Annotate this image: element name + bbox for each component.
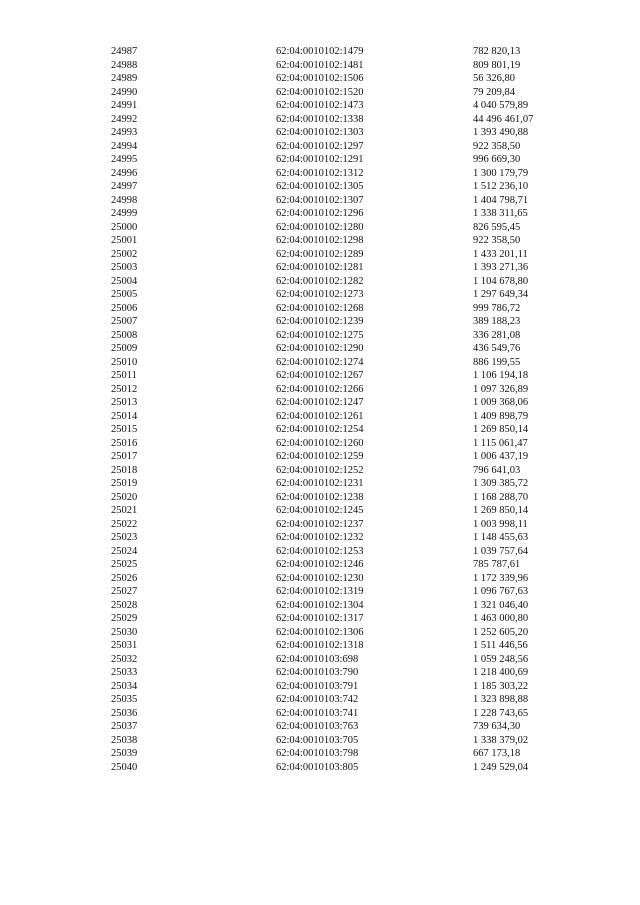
row-number: 25014	[111, 410, 138, 422]
row-number: 24992	[111, 113, 138, 125]
table-row	[111, 207, 551, 221]
cadastral-value: 796 641,03	[473, 464, 521, 476]
row-number: 25017	[111, 451, 138, 462]
table-row	[111, 572, 551, 586]
cadastral-number: 62:04:0010103:798	[276, 748, 359, 759]
row-number: 25038	[111, 734, 138, 746]
cadastral-value: 1 512 236,10	[473, 181, 529, 192]
cadastral-number: 62:04:0010102:1280	[276, 221, 364, 233]
table-row	[111, 653, 551, 667]
row-number: 25015	[111, 424, 138, 435]
table-row	[111, 693, 551, 707]
table-row	[111, 464, 551, 478]
cadastral-value: 809 801,19	[473, 59, 521, 71]
cadastral-value: 1 433 201,11	[473, 248, 528, 260]
row-number: 25037	[111, 721, 138, 732]
cadastral-number: 62:04:0010102:1246	[276, 559, 364, 570]
row-number: 25036	[111, 707, 138, 719]
cadastral-value: 1 168 288,70	[473, 491, 529, 503]
cadastral-value: 1 006 437,19	[473, 451, 529, 462]
table-row	[111, 707, 551, 721]
cadastral-number: 62:04:0010102:1290	[276, 343, 364, 354]
table-row	[111, 504, 551, 518]
cadastral-value: 922 358,50	[473, 140, 521, 152]
cadastral-value: 1 106 194,18	[473, 370, 529, 381]
cadastral-value: 922 358,50	[473, 235, 521, 246]
table-row	[111, 180, 551, 194]
cadastral-value-table	[111, 45, 551, 774]
table-row	[111, 126, 551, 140]
cadastral-value: 1 511 446,56	[473, 640, 528, 651]
table-row	[111, 423, 551, 437]
row-number: 25020	[111, 491, 138, 503]
row-number: 25010	[111, 356, 138, 368]
cadastral-number: 62:04:0010102:1281	[276, 262, 364, 273]
row-number: 25012	[111, 383, 138, 395]
table-row	[111, 734, 551, 748]
row-number: 24990	[111, 86, 138, 98]
cadastral-number: 62:04:0010102:1479	[276, 46, 364, 57]
table-row	[111, 329, 551, 343]
table-row	[111, 167, 551, 181]
row-number: 25039	[111, 748, 138, 759]
cadastral-number: 62:04:0010102:1231	[276, 478, 364, 489]
row-number: 25005	[111, 289, 138, 300]
table-row	[111, 140, 551, 154]
row-number: 25028	[111, 599, 138, 611]
row-number: 25033	[111, 667, 138, 678]
table-row	[111, 99, 551, 113]
cadastral-value: 1 172 339,96	[473, 572, 529, 584]
cadastral-number: 62:04:0010102:1319	[276, 586, 364, 597]
row-number: 25035	[111, 694, 138, 705]
cadastral-number: 62:04:0010102:1268	[276, 302, 364, 314]
table-row	[111, 356, 551, 370]
cadastral-value: 667 173,18	[473, 748, 521, 759]
cadastral-value: 785 787,61	[473, 559, 521, 570]
cadastral-number: 62:04:0010102:1306	[276, 626, 364, 638]
cadastral-number: 62:04:0010102:1291	[276, 154, 364, 165]
cadastral-number: 62:04:0010102:1245	[276, 505, 364, 516]
table-row	[111, 369, 551, 383]
row-number: 24989	[111, 73, 138, 84]
cadastral-number: 62:04:0010102:1303	[276, 127, 364, 138]
cadastral-number: 62:04:0010102:1237	[276, 518, 364, 530]
row-number: 25016	[111, 437, 138, 449]
cadastral-value: 1 300 179,79	[473, 167, 529, 179]
row-number: 25026	[111, 572, 138, 584]
table-row	[111, 275, 551, 289]
cadastral-number: 62:04:0010103:705	[276, 734, 359, 746]
table-row	[111, 639, 551, 653]
cadastral-value: 1 059 248,56	[473, 653, 529, 665]
cadastral-value: 1 409 898,79	[473, 410, 529, 422]
table-row	[111, 302, 551, 316]
cadastral-value: 1 404 798,71	[473, 194, 529, 206]
cadastral-number: 62:04:0010103:698	[276, 653, 359, 665]
cadastral-value: 1 097 326,89	[473, 383, 529, 395]
table-row	[111, 221, 551, 235]
cadastral-number: 62:04:0010102:1318	[276, 640, 364, 651]
cadastral-number: 62:04:0010102:1238	[276, 491, 364, 503]
cadastral-value: 1 009 368,06	[473, 397, 529, 408]
table-row	[111, 234, 551, 248]
table-row	[111, 153, 551, 167]
row-number: 25006	[111, 302, 138, 314]
cadastral-number: 62:04:0010102:1307	[276, 194, 364, 206]
cadastral-number: 62:04:0010102:1252	[276, 464, 364, 476]
row-number: 24998	[111, 194, 138, 206]
cadastral-number: 62:04:0010102:1481	[276, 59, 364, 71]
table-row	[111, 248, 551, 262]
cadastral-value: 1 096 767,63	[473, 586, 529, 597]
row-number: 25000	[111, 221, 138, 233]
row-number: 25023	[111, 532, 138, 543]
cadastral-number: 62:04:0010102:1296	[276, 208, 364, 219]
row-number: 25027	[111, 586, 138, 597]
table-row	[111, 761, 551, 775]
cadastral-number: 62:04:0010102:1232	[276, 532, 364, 543]
cadastral-number: 62:04:0010102:1254	[276, 424, 364, 435]
table-row	[111, 396, 551, 410]
table-row	[111, 545, 551, 559]
cadastral-value: 1 115 061,47	[473, 437, 528, 449]
cadastral-number: 62:04:0010102:1282	[276, 275, 364, 287]
cadastral-number: 62:04:0010102:1473	[276, 100, 364, 111]
table-row	[111, 86, 551, 100]
table-row	[111, 194, 551, 208]
cadastral-value: 1 269 850,14	[473, 424, 529, 435]
cadastral-value: 1 185 303,22	[473, 680, 529, 692]
cadastral-value: 1 463 000,80	[473, 613, 529, 624]
cadastral-value: 336 281,08	[473, 329, 521, 341]
cadastral-value: 44 496 461,07	[473, 113, 534, 125]
cadastral-value: 1 393 271,36	[473, 262, 529, 273]
row-number: 25030	[111, 626, 138, 638]
cadastral-number: 62:04:0010103:790	[276, 667, 359, 678]
cadastral-value: 1 393 490,88	[473, 127, 529, 138]
cadastral-value: 56 326,80	[473, 73, 515, 84]
cadastral-number: 62:04:0010102:1317	[276, 613, 364, 624]
table-row	[111, 599, 551, 613]
row-number: 24996	[111, 167, 138, 179]
cadastral-value: 1 104 678,80	[473, 275, 529, 287]
cadastral-value: 4 040 579,89	[473, 100, 529, 111]
row-number: 24994	[111, 140, 138, 152]
cadastral-value: 436 549,76	[473, 343, 521, 354]
cadastral-number: 62:04:0010102:1275	[276, 329, 364, 341]
table-row	[111, 261, 551, 275]
cadastral-number: 62:04:0010102:1247	[276, 397, 364, 408]
row-number: 25004	[111, 275, 138, 287]
cadastral-number: 62:04:0010102:1274	[276, 356, 364, 368]
cadastral-value: 1 252 605,20	[473, 626, 529, 638]
cadastral-number: 62:04:0010102:1260	[276, 437, 364, 449]
cadastral-value: 1 321 046,40	[473, 599, 529, 611]
cadastral-number: 62:04:0010102:1304	[276, 599, 364, 611]
row-number: 25025	[111, 559, 138, 570]
cadastral-number: 62:04:0010102:1266	[276, 383, 364, 395]
cadastral-value: 1 338 379,02	[473, 734, 529, 746]
table-row	[111, 666, 551, 680]
cadastral-value: 886 199,55	[473, 356, 521, 368]
cadastral-value: 999 786,72	[473, 302, 521, 314]
cadastral-number: 62:04:0010102:1298	[276, 235, 364, 246]
cadastral-number: 62:04:0010102:1259	[276, 451, 364, 462]
cadastral-value: 1 039 757,64	[473, 545, 529, 557]
cadastral-number: 62:04:0010102:1297	[276, 140, 364, 152]
cadastral-number: 62:04:0010102:1253	[276, 545, 364, 557]
cadastral-number: 62:04:0010102:1273	[276, 289, 364, 300]
table-row	[111, 342, 551, 356]
table-row	[111, 558, 551, 572]
cadastral-number: 62:04:0010103:742	[276, 694, 359, 705]
table-row	[111, 491, 551, 505]
row-number: 24997	[111, 181, 138, 192]
cadastral-value: 1 228 743,65	[473, 707, 529, 719]
row-number: 25008	[111, 329, 138, 341]
row-number: 25013	[111, 397, 138, 408]
table-row	[111, 315, 551, 329]
row-number: 24993	[111, 127, 138, 138]
cadastral-value: 782 820,13	[473, 46, 521, 57]
cadastral-value: 1 249 529,04	[473, 761, 529, 773]
row-number: 25031	[111, 640, 138, 651]
cadastral-number: 62:04:0010102:1267	[276, 370, 364, 381]
cadastral-value: 996 669,30	[473, 154, 521, 165]
table-row	[111, 518, 551, 532]
row-number: 25040	[111, 761, 138, 773]
table-row	[111, 720, 551, 734]
cadastral-number: 62:04:0010102:1506	[276, 73, 364, 84]
row-number: 25007	[111, 316, 138, 327]
cadastral-number: 62:04:0010102:1289	[276, 248, 364, 260]
cadastral-value: 739 634,30	[473, 721, 521, 732]
cadastral-number: 62:04:0010102:1338	[276, 113, 364, 125]
table-row	[111, 450, 551, 464]
table-row	[111, 410, 551, 424]
row-number: 24987	[111, 46, 138, 57]
cadastral-value: 1 338 311,65	[473, 208, 528, 219]
table-row	[111, 477, 551, 491]
table-row	[111, 531, 551, 545]
row-number: 25009	[111, 343, 138, 354]
cadastral-value: 1 218 400,69	[473, 667, 529, 678]
row-number: 25034	[111, 680, 138, 692]
row-number: 24991	[111, 100, 138, 111]
table-row	[111, 612, 551, 626]
row-number: 25024	[111, 545, 138, 557]
row-number: 25003	[111, 262, 138, 273]
cadastral-number: 62:04:0010102:1520	[276, 86, 364, 98]
cadastral-number: 62:04:0010103:741	[276, 707, 359, 719]
cadastral-number: 62:04:0010103:763	[276, 721, 359, 732]
row-number: 25018	[111, 464, 138, 476]
cadastral-value: 826 595,45	[473, 221, 521, 233]
table-row	[111, 59, 551, 73]
row-number: 25001	[111, 235, 138, 246]
table-row	[111, 288, 551, 302]
table-row	[111, 72, 551, 86]
cadastral-value: 1 003 998,11	[473, 518, 528, 530]
row-number: 25021	[111, 505, 138, 516]
cadastral-number: 62:04:0010102:1239	[276, 316, 364, 327]
cadastral-number: 62:04:0010102:1312	[276, 167, 364, 179]
cadastral-value: 1 323 898,88	[473, 694, 529, 705]
table-row	[111, 680, 551, 694]
cadastral-number: 62:04:0010102:1230	[276, 572, 364, 584]
table-row	[111, 383, 551, 397]
table-row	[111, 113, 551, 127]
table-row	[111, 626, 551, 640]
cadastral-number: 62:04:0010102:1305	[276, 181, 364, 192]
row-number: 24999	[111, 208, 138, 219]
cadastral-value: 79 209,84	[473, 86, 515, 98]
row-number: 24995	[111, 154, 138, 165]
row-number: 25002	[111, 248, 138, 260]
cadastral-value: 1 297 649,34	[473, 289, 529, 300]
cadastral-value: 1 148 455,63	[473, 532, 529, 543]
cadastral-value: 389 188,23	[473, 316, 521, 327]
cadastral-number: 62:04:0010103:805	[276, 761, 359, 773]
row-number: 24988	[111, 59, 138, 71]
table-row	[111, 45, 551, 59]
row-number: 25011	[111, 370, 137, 381]
row-number: 25032	[111, 653, 138, 665]
row-number: 25019	[111, 478, 138, 489]
cadastral-value: 1 269 850,14	[473, 505, 529, 516]
row-number: 25022	[111, 518, 138, 530]
cadastral-number: 62:04:0010103:791	[276, 680, 359, 692]
table-row	[111, 585, 551, 599]
cadastral-number: 62:04:0010102:1261	[276, 410, 364, 422]
table-row	[111, 747, 551, 761]
table-row	[111, 437, 551, 451]
cadastral-value: 1 309 385,72	[473, 478, 529, 489]
row-number: 25029	[111, 613, 138, 624]
